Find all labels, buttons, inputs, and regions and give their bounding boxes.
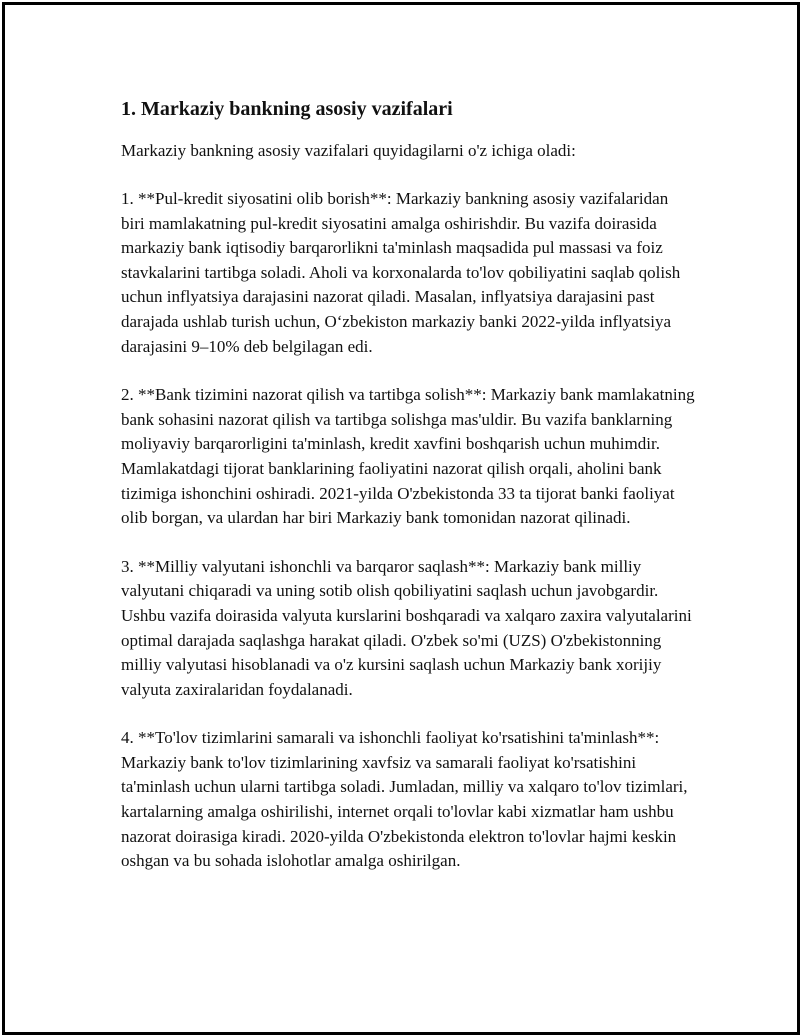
document-body bbox=[121, 96, 696, 874]
document-title: 1. Markaziy bankning asosiy vazifalari bbox=[121, 98, 453, 120]
page-frame bbox=[2, 2, 800, 1035]
list-item-1: 1. **Pul-kredit siyosatini olib borish**: Markaziy bankning asosiy vazifalaridan biri mamlakatning pul-kredit siyosatini amalga oshirishdir. Bu vazifa doirasida markaziy bank iqtisodiy barqarorlikni ta'minlash maqsadida pul massasi va foiz stavkalarini tartibga soladi. Aholi va korxonalarda to'lov qobiliyatini saqlab qolish uchun inflyatsiya darajasini nazorat qiladi. Masalan, inflyatsiya darajasini past darajada ushlab turish uchun, O‘zbekiston markaziy banki 2022-yilda inflyatsiya darajasini 9–10% deb belgilagan edi. bbox=[121, 189, 681, 356]
intro-paragraph: Markaziy bankning asosiy vazifalari quyidagilarni o'z ichiga oladi: bbox=[121, 141, 576, 160]
list-item-2: 2. **Bank tizimini nazorat qilish va tartibga solish**: Markaziy bank mamlakatning bank sohasini nazorat qilish va tartibga solishga mas'uldir. Bu vazifa banklarning moliyaviy barqarorligini ta'minlash, kredit xavfini boshqarish uchun muhimdir. Mamlakatdagi tijorat banklarining faoliyatini nazorat qilish orqali, aholini bank tizimiga ishonchini oshiradi. 2021-yilda O'zbekistonda 33 ta tijorat banki faoliyat olib borgan, va ulardan har biri Markaziy bank tomonidan nazorat qilinadi. bbox=[121, 385, 695, 528]
list-item-4: 4. **To'lov tizimlarini samarali va ishonchli faoliyat ko'rsatishini ta'minlash**: Markaziy bank to'lov tizimlarining xavfsiz va samarali faoliyat ko'rsatishini ta'minlash uchun ularni tartibga soladi. Jumladan, milliy va xalqaro to'lov tizimlari, kartalarning amalga oshirilishi, internet orqali to'lovlar kabi xizmatlar ham ushbu nazorat doirasiga kiradi. 2020-yilda O'zbekistonda elektron to'lovlar hajmi keskin oshgan va bu sohada islohotlar amalga oshirilgan. bbox=[121, 728, 688, 871]
list-item-3: 3. **Milliy valyutani ishonchli va barqaror saqlash**: Markaziy bank milliy valyutani chiqaradi va uning sotib olish qobiliyatini saqlash uchun javobgardir. Ushbu vazifa doirasida valyuta kurslarini boshqaradi va xalqaro zaxira valyutalarini optimal darajada saqlashga harakat qiladi. O'zbek so'mi (UZS) O'zbekistonning milliy valyutasi hisoblanadi va o'z kursini saqlash uchun Markaziy bank xorijiy valyuta zaxiralaridan foydalanadi. bbox=[121, 556, 692, 699]
